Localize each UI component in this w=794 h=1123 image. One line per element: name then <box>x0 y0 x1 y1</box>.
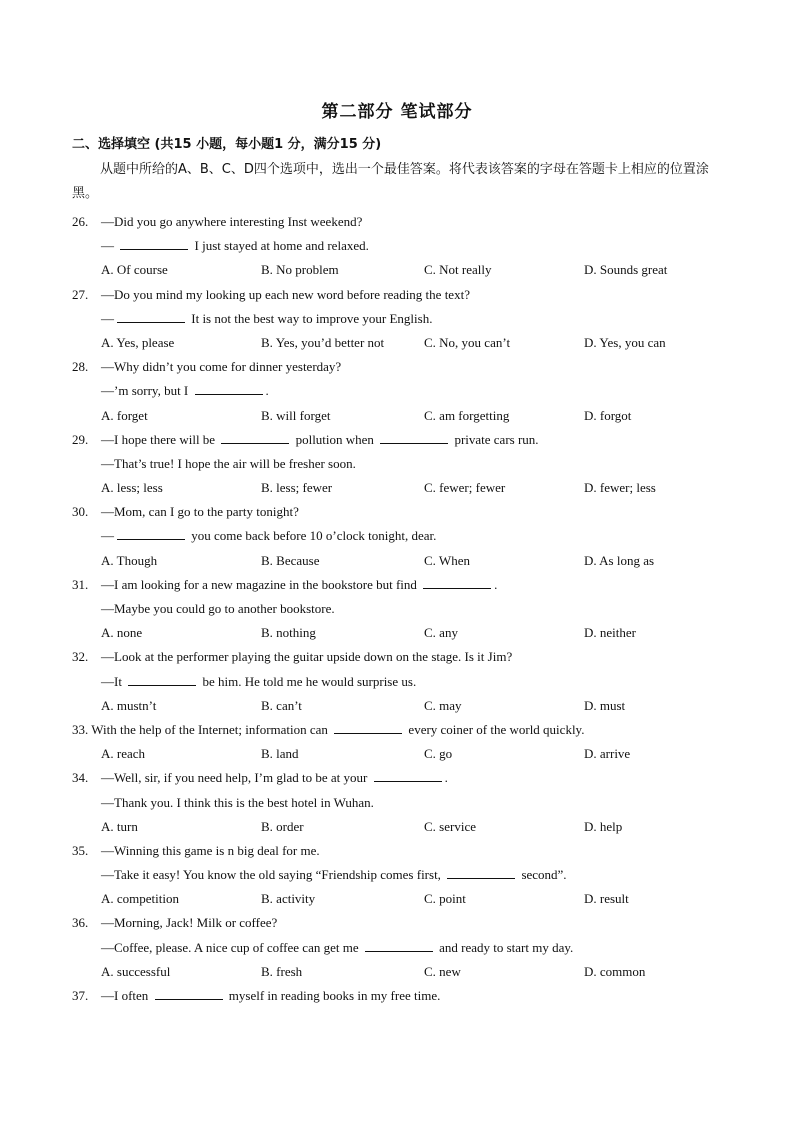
question-item <box>72 911 732 984</box>
option-a[interactable]: A. turn <box>101 818 138 834</box>
option-c[interactable]: C. point <box>424 891 466 907</box>
question-line <box>72 355 732 379</box>
question-number: 34. <box>72 770 89 786</box>
answer-blank <box>334 720 402 734</box>
option-c[interactable]: C. No, you can’t <box>424 334 511 350</box>
question-text: —Why didn’t you come for dinner yesterday? <box>101 359 342 375</box>
question-text: —Morning, Jack! Milk or coffee? <box>101 915 278 931</box>
option-b[interactable]: B. Because <box>261 552 320 568</box>
question-list <box>72 210 732 1008</box>
question-item <box>72 645 732 718</box>
option-b[interactable]: B. No problem <box>261 262 339 278</box>
answer-blank <box>423 575 491 589</box>
options-row <box>72 694 732 718</box>
option-a[interactable]: A. mustn’t <box>101 697 157 713</box>
question-line <box>72 911 732 935</box>
option-c[interactable]: C. service <box>424 818 476 834</box>
options-row <box>72 621 732 645</box>
question-item <box>72 718 732 766</box>
question-text: — It is not the best way to improve your English. <box>101 310 433 326</box>
option-a[interactable]: A. successful <box>101 963 171 979</box>
question-number: 36. <box>72 915 89 931</box>
option-a[interactable]: A. Of course <box>101 262 168 278</box>
question-text: —Thank you. I think this is the best hotel in Wuhan. <box>101 794 374 810</box>
question-text: —Maybe you could go to another bookstore. <box>101 601 335 616</box>
question-number: 32. <box>72 649 89 665</box>
option-c[interactable]: C. any <box>424 625 458 641</box>
question-text: —Look at the performer playing the guitar upside down on the stage. Is it Jim? <box>101 649 513 665</box>
question-text: —I often myself in reading books in my free time. <box>101 988 441 1003</box>
options-row <box>72 331 732 355</box>
option-b[interactable]: B. can’t <box>261 697 302 713</box>
question-text: —I hope there will be pollution when private cars run. <box>101 431 539 447</box>
answer-blank <box>380 430 448 444</box>
option-d[interactable]: D. arrive <box>584 746 631 762</box>
question-text: —Coffee, please. A nice cup of coffee can get me and ready to start my day. <box>101 939 574 955</box>
answer-blank <box>221 430 289 444</box>
option-d[interactable]: D. Sounds great <box>584 262 668 278</box>
question-item <box>72 984 732 1008</box>
question-text: —Take it easy! You know the old saying “Friendship comes first, second”. <box>101 867 567 883</box>
question-item <box>72 283 732 356</box>
option-b[interactable]: B. less; fewer <box>261 480 333 496</box>
question-line <box>72 791 732 815</box>
question-line <box>72 670 732 694</box>
question-line <box>72 307 732 331</box>
option-c[interactable]: C. Not really <box>424 262 492 278</box>
question-line <box>72 863 732 887</box>
question-line <box>72 452 732 476</box>
question-item <box>72 428 732 501</box>
option-b[interactable]: B. fresh <box>261 963 303 979</box>
page-title: 第二部分 笔试部分 <box>321 102 473 122</box>
question-line <box>72 283 732 307</box>
option-c[interactable]: C. fewer; fewer <box>424 480 506 496</box>
option-d[interactable]: D. Yes, you can <box>584 334 666 350</box>
option-d[interactable]: D. must <box>584 697 626 713</box>
question-text: —Do you mind my looking up each new word before reading the text? <box>101 286 470 302</box>
question-text: — I just stayed at home and relaxed. <box>101 238 369 254</box>
option-d[interactable]: D. common <box>584 963 646 979</box>
option-d[interactable]: D. fewer; less <box>584 480 656 496</box>
options-row <box>72 960 732 984</box>
answer-blank <box>155 986 223 1000</box>
question-item <box>72 839 732 912</box>
option-b[interactable]: B. order <box>261 818 304 834</box>
question-text: —Winning this game is n big deal for me. <box>101 842 320 858</box>
options-row <box>72 258 732 282</box>
question-line <box>72 718 732 742</box>
question-line <box>72 428 732 452</box>
question-item <box>72 766 732 839</box>
question-text: 33. With the help of the Internet; information can every coiner of the world quickly. <box>72 721 585 737</box>
instructions: 从题中所给的A、B、C、D四个选项中，选出一个最佳答案。将代表该答案的字母在答题卡上相应的位置涂黑。 <box>72 162 709 201</box>
answer-blank <box>120 236 188 250</box>
answer-blank <box>365 938 433 952</box>
option-d[interactable]: D. forgot <box>584 407 632 423</box>
question-line <box>72 766 732 790</box>
question-line <box>72 984 732 1008</box>
question-text: —Well, sir, if you need help, I’m glad to be at your . <box>101 770 448 786</box>
option-a[interactable]: A. none <box>101 625 143 641</box>
question-item <box>72 573 732 646</box>
answer-blank <box>447 865 515 879</box>
option-c[interactable]: C. am forgetting <box>424 407 510 423</box>
options-row <box>72 476 732 500</box>
question-item <box>72 210 732 283</box>
question-line <box>72 573 732 597</box>
question-text: —’m sorry, but I . <box>101 383 269 399</box>
question-line <box>72 524 732 548</box>
question-line <box>72 379 732 403</box>
options-row <box>72 404 732 428</box>
answer-blank <box>374 768 442 782</box>
option-c[interactable]: C. When <box>424 552 470 568</box>
option-b[interactable]: B. activity <box>261 891 316 907</box>
question-item <box>72 355 732 428</box>
question-number: 35. <box>72 842 89 858</box>
option-b[interactable]: B. Yes, you’d better not <box>261 334 385 350</box>
answer-blank <box>195 381 263 395</box>
question-line <box>72 210 732 234</box>
question-line <box>72 936 732 960</box>
options-row <box>72 742 732 766</box>
question-number: 31. <box>72 576 89 592</box>
option-a[interactable]: A. competition <box>101 891 179 907</box>
question-text: —Did you go anywhere interesting Inst weekend? <box>101 214 363 229</box>
question-line <box>72 597 732 621</box>
question-text: —It be him. He told me he would surprise us. <box>101 673 417 689</box>
option-a[interactable]: A. forget <box>101 407 148 423</box>
question-text: —I am looking for a new magazine in the bookstore but find . <box>101 576 498 592</box>
option-c[interactable]: C. may <box>424 697 462 713</box>
option-d[interactable]: D. As long as <box>584 552 655 568</box>
answer-blank <box>128 672 196 686</box>
question-number: 30. <box>72 504 89 520</box>
question-text: —That’s true! I hope the air will be fresher soon. <box>101 455 356 471</box>
question-number: 28. <box>72 359 89 375</box>
section-header: 二、选择填空 (共15 小题，每小题1 分，满分15 分) <box>72 137 382 152</box>
option-a[interactable]: A. Yes, please <box>101 334 175 350</box>
question-number: 37. <box>72 988 89 1003</box>
options-row <box>72 887 732 911</box>
option-d[interactable]: D. neither <box>584 625 636 641</box>
question-number: 29. <box>72 431 89 447</box>
answer-blank <box>117 309 185 323</box>
option-a[interactable]: A. less; less <box>101 480 163 496</box>
option-a[interactable]: A. Though <box>101 552 158 568</box>
question-text: — you come back before 10 o’clock tonight, dear. <box>101 528 437 544</box>
question-number: 27. <box>72 286 89 302</box>
option-a[interactable]: A. reach <box>101 746 146 762</box>
option-b[interactable]: B. land <box>261 746 299 762</box>
question-line <box>72 234 732 258</box>
option-c[interactable]: C. new <box>424 963 461 979</box>
question-number: 26. <box>72 214 89 229</box>
option-c[interactable]: C. go <box>424 746 453 762</box>
options-row <box>72 549 732 573</box>
answer-blank <box>117 526 185 540</box>
question-line <box>72 839 732 863</box>
question-text: —Mom, can I go to the party tonight? <box>101 504 299 520</box>
option-d[interactable]: D. help <box>584 818 623 834</box>
question-line <box>72 645 732 669</box>
option-d[interactable]: D. result <box>584 891 629 907</box>
question-item <box>72 500 732 573</box>
question-line <box>72 500 732 524</box>
option-b[interactable]: B. will forget <box>261 407 331 423</box>
options-row <box>72 815 732 839</box>
option-b[interactable]: B. nothing <box>261 625 316 641</box>
